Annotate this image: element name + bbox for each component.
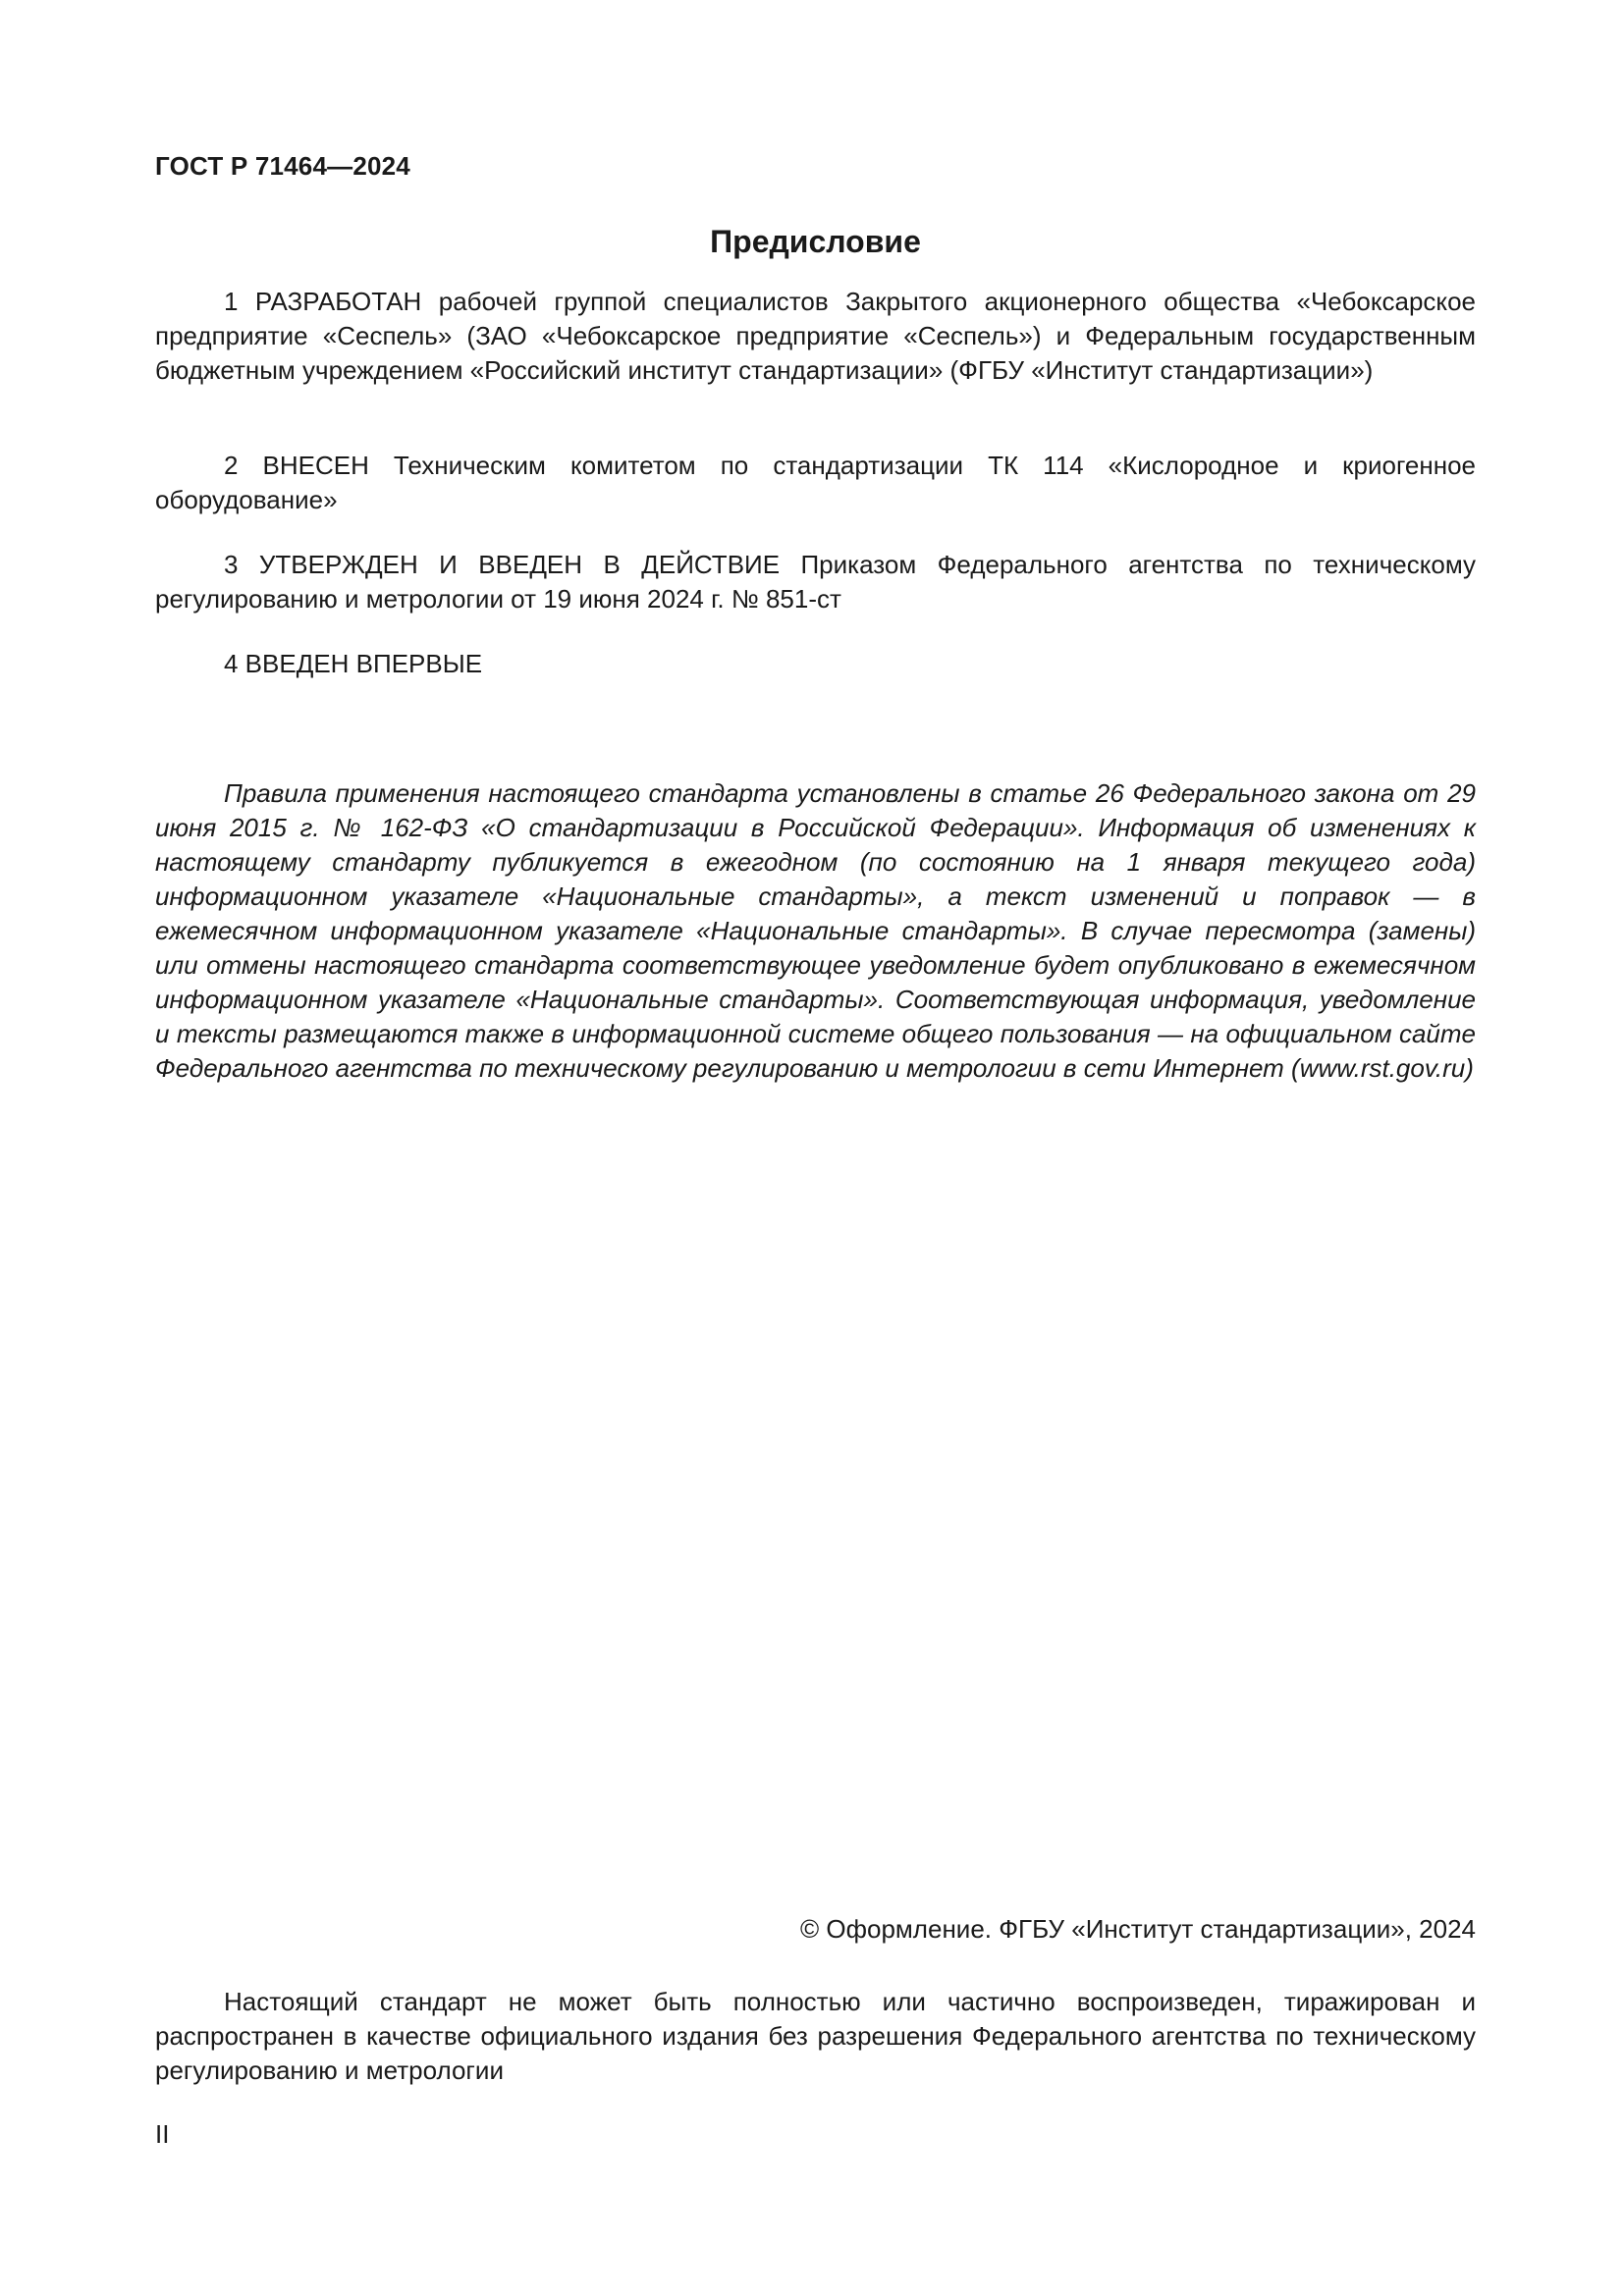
document-code: ГОСТ Р 71464—2024 (155, 151, 410, 181)
reproduction-notice: Настоящий стандарт не может быть полностью или частично воспроизведен, тиражирован и распространен в качестве официального издания без разрешения Федерального агентства по техническому регулированию и метрологии (155, 1987, 1476, 2085)
foreword-item-introduced: 4 ВВЕДЕН ВПЕРВЫЕ (224, 649, 483, 678)
copyright-line: © Оформление. ФГБУ «Институт стандартизации», 2024 (800, 1914, 1476, 1944)
foreword-item-approved: 3 УТВЕРЖДЕН И ВВЕДЕН В ДЕЙСТВИЕ Приказом Федерального агентства по техническому регулированию и метрологии от 19 июня 2024 г. № 851-ст (155, 550, 1476, 614)
foreword-item-submitted: 2 ВНЕСЕН Техническим комитетом по стандартизации ТК 114 «Кислородное и криогенное оборудование» (155, 451, 1476, 514)
foreword-item-developed: 1 РАЗРАБОТАН рабочей группой специалистов Закрытого акционерного общества «Чебоксарское предприятие «Сеспель» (ЗАО «Чебоксарское предприятие «Сеспель») и Федеральным государственным бюджетным учреждением «Российский институт стандартизации» (ФГБУ «Институт стандартизации») (155, 287, 1476, 385)
foreword-title: Предисловие (710, 224, 921, 259)
application-rules-note: Правила применения настоящего стандарта установлены в статье 26 Федерального закона от 29 июня 2015 г. № 162-ФЗ «О стандартизации в Российской Федерации». Информация об изменениях к настоящему стандарту публикуется в ежегодном (по состоянию на 1 января текущего года) информационном указателе «Национальные стандарты», а текст изменений и поправок — в ежемесячном информационном указателе «Национальные стандарты». В случае пересмотра (замены) или отмены настоящего стандарта соответствующее уведомление будет опубликовано в ежемесячном информационном указателе «Национальные стандарты». Соответствующая информация, уведомление и тексты размещаются также в информационной системе общего пользования — на официальном сайте Федерального агентства по техническому регулированию и метрологии в сети Интернет (www.rst.gov.ru) (155, 778, 1476, 1083)
page-number: II (155, 2119, 170, 2149)
